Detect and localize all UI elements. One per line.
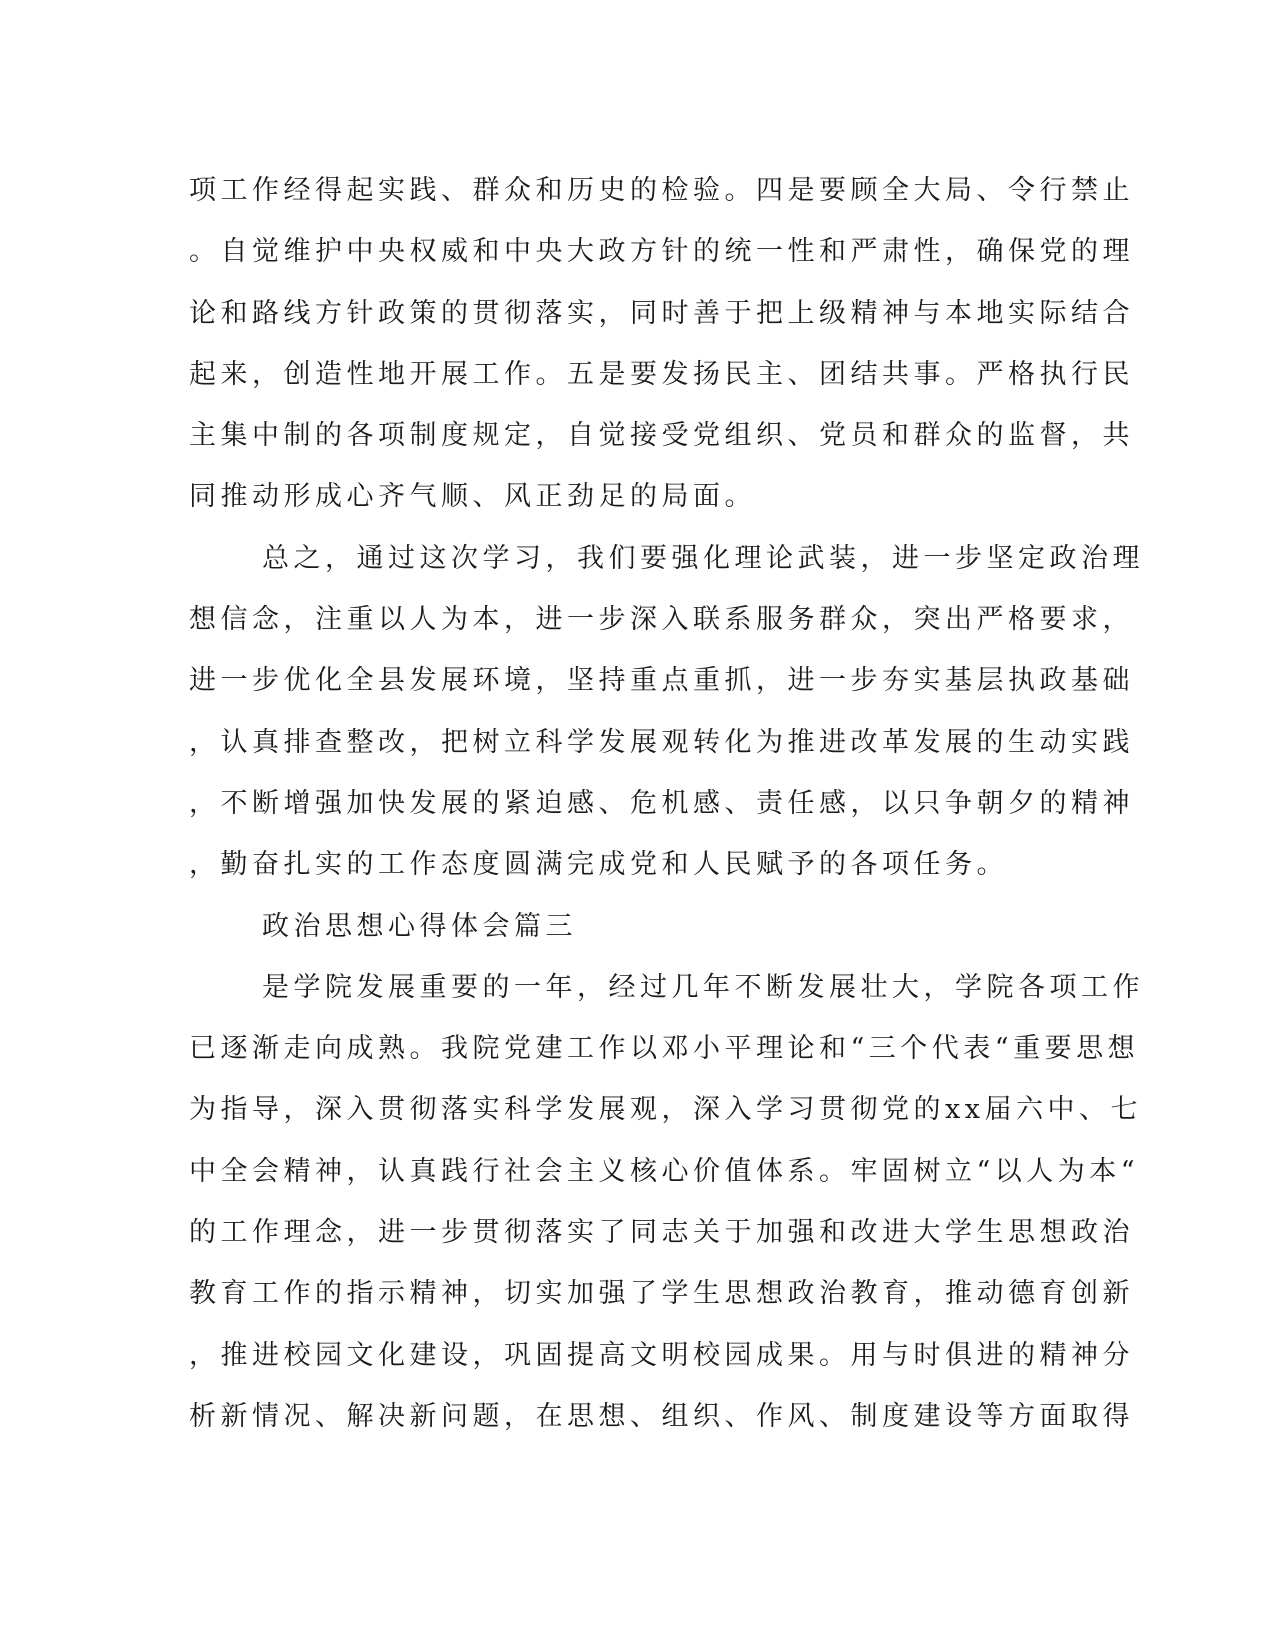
paragraph-first-line: 总之，通过这次学习，我们要强化理论武装，进一步坚定政治理 [262,542,1144,574]
text-line: ，推进校园文化建设，巩固提高文明校园成果。用与时俱进的精神分 [189,1339,1134,1371]
text-line: 主集中制的各项制度规定，自觉接受党组织、党员和群众的监督，共 [189,420,1134,452]
text-line: 的工作理念，进一步贯彻落实了同志关于加强和改进大学生思想政治 [189,1217,1134,1249]
text-line: 中全会精神，认真践行社会主义核心价值体系。牢固树立“以人为本“ [189,1155,1140,1187]
text-line: 起来，创造性地开展工作。五是要发扬民主、团结共事。严格执行民 [189,358,1134,390]
text-line: 项工作经得起实践、群众和历史的检验。四是要顾全大局、令行禁止 [189,175,1134,206]
paragraph-first-line: 是学院发展重要的一年，经过几年不断发展壮大，学院各项工作 [262,971,1144,1003]
text-line: 进一步优化全县发展环境，坚持重点重抓，进一步夯实基层执政基础 [189,665,1134,697]
text-line: 析新情况、解决新问题，在思想、组织、作风、制度建设等方面取得 [189,1400,1134,1432]
text-line: 同推动形成心齐气顺、风正劲足的局面。 [189,481,756,513]
text-line: 想信念，注重以人为本，进一步深入联系服务群众，突出严格要求， [189,604,1134,636]
text-line: ，认真排查整改，把树立科学发展观转化为推进改革发展的生动实践 [189,726,1134,758]
text-line: ，不断增强加快发展的紧迫感、危机感、责任感，以只争朝夕的精神 [189,787,1134,819]
text-line: 。自觉维护中央权威和中央大政方针的统一性和严肃性，确保党的理 [189,236,1134,268]
text-line: 已逐渐走向成熟。我院党建工作以邓小平理论和“三个代表“重要思想 [189,1033,1140,1065]
text-line: 论和路线方针政策的贯彻落实，同时善于把上级精神与本地实际结合 [189,297,1134,329]
text-line: ，勤奋扎实的工作态度圆满完成党和人民赋予的各项任务。 [189,849,1008,881]
text-line: 为指导，深入贯彻落实科学发展观，深入学习贯彻党的xx届六中、七 [189,1094,1142,1126]
text-line: 教育工作的指示精神，切实加强了学生思想政治教育，推动德育创新 [189,1278,1134,1310]
body-text [189,160,1144,1447]
section-heading: 政治思想心得体会篇三 [262,910,577,942]
